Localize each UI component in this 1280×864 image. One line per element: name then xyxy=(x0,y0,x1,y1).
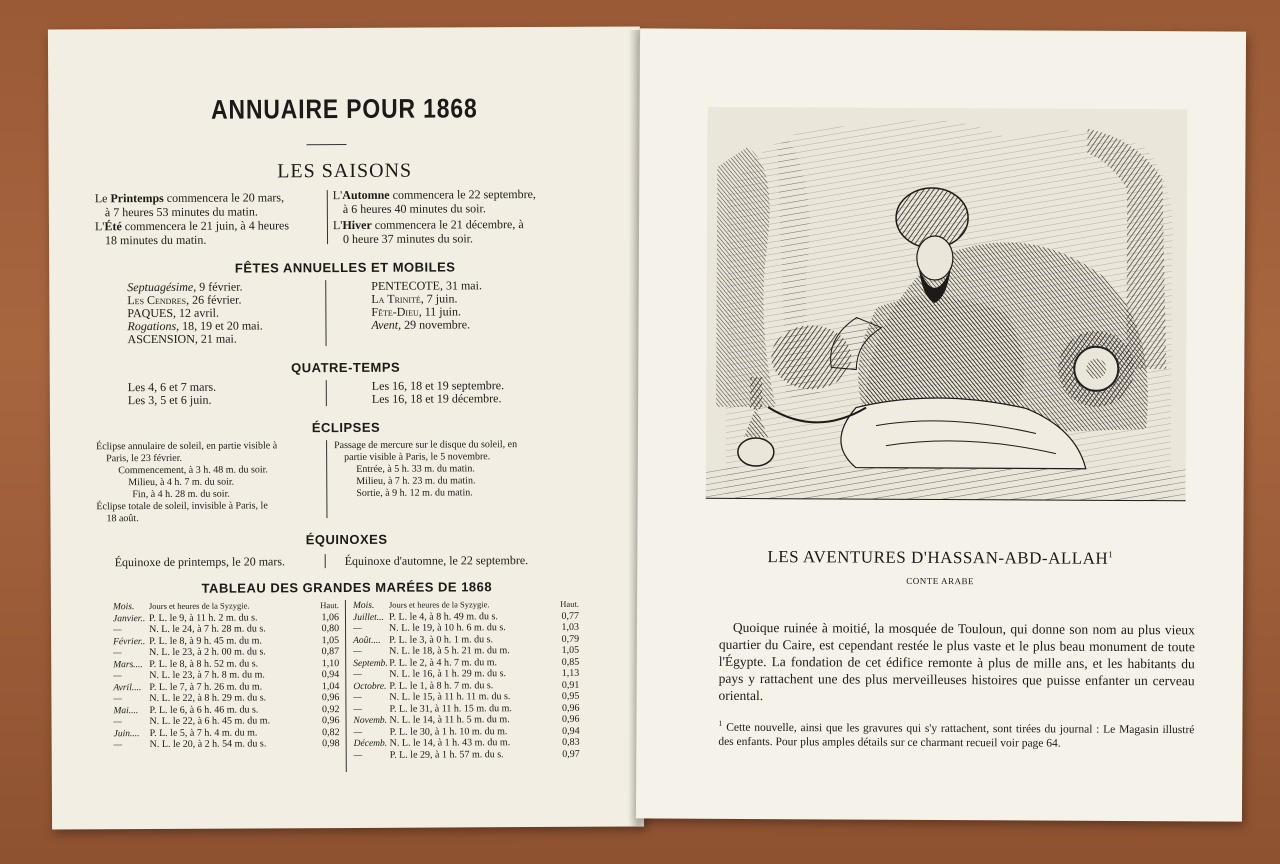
maree-hauteur: 0,96 xyxy=(561,713,580,725)
maree-mois: — xyxy=(353,623,362,634)
maree-mois: — xyxy=(113,671,122,682)
maree-syzygie: P. L. le 4, à 8 h. 49 m. du s. xyxy=(388,610,498,623)
maree-mois: Février.. xyxy=(113,636,146,647)
story-subtitle: CONTE ARABE xyxy=(906,575,975,587)
maree-syzygie: N. L. le 14, à 1 h. 43 m. du m. xyxy=(389,737,511,749)
maree-mois: — xyxy=(353,704,362,715)
marees-table-right xyxy=(353,599,580,761)
maree-syzygie: N. L. le 19, à 10 h. 6 m. du s. xyxy=(389,622,506,634)
maree-syzygie: P. L. le 29, à 1 h. 57 m. du s. xyxy=(389,748,504,761)
maree-hauteur: 1,05 xyxy=(561,644,580,656)
maree-hauteur: 0,77 xyxy=(561,610,580,622)
maree-mois: Décemb. xyxy=(353,738,388,749)
maree-syzygie: N. L. le 22, à 6 h. 45 m. du m. xyxy=(149,715,271,728)
maree-hauteur: 0,96 xyxy=(561,702,580,714)
saison-ete: L'Été commencera le 21 juin, à 4 heures 18 minutes du matin. xyxy=(94,218,290,248)
maree-mois: — xyxy=(113,625,122,636)
maree-hauteur: 0,82 xyxy=(322,726,340,738)
saisons-heading: LES SAISONS xyxy=(277,159,413,183)
right-page xyxy=(636,28,1246,821)
maree-syzygie: P. L. le 2, à 4 h. 7 m. du m. xyxy=(389,656,498,669)
maree-syzygie: N. L. le 24, à 7 h. 28 m. du s. xyxy=(149,623,266,636)
quatre-temps-right: Les 16, 18 et 19 septembre. Les 16, 18 et 19 décembre. xyxy=(371,378,505,406)
eclipses-right: Passage de mercure sur le disque du soleil, en partie visible à Paris, le 5 novembre. Entrée, à 5 h. 33 m. du matin. Milieu, à 7 h. 23 m. du matin. Sortie, à 9 h. 12 m. du matin. xyxy=(334,439,518,499)
maree-syzygie: N. L. le 20, à 2 h. 54 m. du s. xyxy=(149,738,267,751)
story-footnote: $^1$ Cette nouvelle, ainsi que les gravures qui s'y rattachent, sont tirées du journal : Le Magasin illustré des enfants. Pour plus amples détails sur ce charmant recueil voir page 64. xyxy=(718,718,1195,750)
maree-hauteur: 0,94 xyxy=(321,669,340,681)
maree-hauteur: 1,13 xyxy=(561,667,580,679)
marees-header-right: Mois. Jours et heures de la Syzygie. Haut. xyxy=(352,598,579,611)
maree-mois: Août.... xyxy=(353,635,381,646)
maree-hauteur: 0,96 xyxy=(322,715,340,727)
maree-mois: — xyxy=(353,727,363,738)
maree-mois: Juin.... xyxy=(113,728,140,739)
maree-syzygie: P. L. le 3, à 0 h. 1 m. du s. xyxy=(389,633,494,646)
maree-syzygie: P. L. le 7, à 7 h. 26 m. du m. xyxy=(149,680,263,693)
fetes-list-right: PENTECOTE, 31 mai. La Trinité, 7 juin. Fête-Dieu, 11 juin. Avent, 29 novembre. xyxy=(371,278,482,332)
maree-syzygie: N. L. le 15, à 11 h. 11 m. du s. xyxy=(389,691,511,703)
maree-hauteur: 0,95 xyxy=(561,690,580,702)
maree-mois: — xyxy=(353,750,363,761)
equinoxe-automne: Équinoxe d'automne, le 22 septembre. xyxy=(344,553,529,569)
maree-mois: — xyxy=(113,717,123,728)
maree-hauteur: 1,05 xyxy=(321,634,340,646)
marees-header-left: Mois. Jours et heures de la Syzygie. Haut. xyxy=(112,600,339,613)
maree-syzygie: N. L. le 22, à 8 h. 29 m. du s. xyxy=(149,692,267,705)
fetes-heading: FÊTES ANNUELLES ET MOBILES xyxy=(234,259,456,276)
maree-mois: Octobre. xyxy=(353,681,387,692)
quatre-temps-divider xyxy=(326,380,327,406)
maree-mois: Novemb. xyxy=(353,715,388,726)
engraving-illustration xyxy=(706,107,1188,502)
engraving-seated-figure-icon xyxy=(706,107,1188,502)
maree-hauteur: 1,06 xyxy=(321,611,340,623)
quatre-temps-heading: QUATRE-TEMPS xyxy=(291,359,401,376)
maree-hauteur: 0,97 xyxy=(562,748,580,760)
maree-hauteur: 0,91 xyxy=(561,679,580,691)
maree-hauteur: 0,80 xyxy=(321,623,340,635)
maree-mois: — xyxy=(113,694,122,705)
maree-row xyxy=(354,748,580,761)
maree-hauteur: 1,04 xyxy=(321,680,340,692)
eclipses-divider xyxy=(326,440,327,518)
equinoxes-heading: ÉQUINOXES xyxy=(305,531,388,548)
maree-mois: Septemb. xyxy=(353,658,388,669)
eclipses-heading: ÉCLIPSES xyxy=(311,419,381,436)
equinoxes-divider xyxy=(325,554,326,568)
maree-hauteur: 0,94 xyxy=(562,725,580,737)
maree-syzygie: N. L. le 16, à 1 h. 29 m. du s. xyxy=(389,668,506,680)
maree-hauteur: 0,83 xyxy=(562,736,580,748)
marees-heading: TABLEAU DES GRANDES MARÉES DE 1868 xyxy=(201,579,493,596)
maree-syzygie: N. L. le 14, à 11 h. 5 m. du m. xyxy=(389,714,510,726)
title-rule xyxy=(307,144,347,145)
maree-syzygie: P. L. le 9, à 11 h. 2 m. du s. xyxy=(148,611,258,624)
maree-syzygie: P. L. le 6, à 6 h. 46 m. du s. xyxy=(149,703,259,716)
maree-mois: Mars.... xyxy=(113,659,143,670)
story-title: LES AVENTURES D'HASSAN-ABD-ALLAH$^1$ xyxy=(767,547,1114,568)
saison-printemps: Le Printemps commencera le 20 mars, à 7 heures 53 minutes du matin. xyxy=(94,190,285,220)
maree-syzygie: N. L. le 23, à 7 h. 8 m. du m. xyxy=(149,669,265,682)
maree-mois: Janvier.. xyxy=(112,613,146,624)
maree-mois: Juillet... xyxy=(352,612,384,623)
maree-mois: — xyxy=(353,646,362,657)
saison-automne: L'Automne commencera le 22 septembre, à 6 heures 40 minutes du soir. xyxy=(332,187,536,217)
fetes-list-left: Septuagésime, 9 février. Les Cendres, 26 février. PAQUES, 12 avril. Rogations, 18, 19 et 20 mai. ASCENSION, 21 mai. xyxy=(127,279,263,347)
maree-hauteur: 0,98 xyxy=(322,738,340,750)
maree-hauteur: 1,03 xyxy=(561,621,580,633)
maree-syzygie: P. L. le 8, à 9 h. 45 m. du m. xyxy=(149,634,262,647)
maree-mois: — xyxy=(113,648,122,659)
maree-hauteur: 1,10 xyxy=(321,657,340,669)
maree-mois: Avril.... xyxy=(113,682,142,693)
maree-hauteur: 0,79 xyxy=(561,633,580,645)
maree-syzygie: N. L. le 23, à 2 h. 00 m. du s. xyxy=(149,646,266,659)
eclipses-left: Éclipse annulaire de soleil, en partie visible à Paris, le 23 février. Commencement, à 3 h. 48 m. du soir. Milieu, à 4 h. 7 m. du soir. Fin, à 4 h. 28 m. du soir. Éclipse totale de soleil, invisible à Paris, le 18 août. xyxy=(96,440,278,525)
maree-hauteur: 0,96 xyxy=(321,692,340,704)
maree-mois: — xyxy=(353,669,362,680)
maree-syzygie: P. L. le 5, à 7 h. 4 m. du m. xyxy=(149,726,258,739)
maree-mois: — xyxy=(353,692,362,703)
maree-mois: Mai.... xyxy=(113,705,139,716)
maree-mois: — xyxy=(113,740,123,751)
marees-divider xyxy=(345,600,347,772)
story-body: Quoique ruinée à moitié, la mosquée de Touloun, qui donne son nom au plus vieux quartier du Caire, est cependant restée le plus vaste et le plus beau monument de toute l'Égypte. La fondation de cet édifice remonte à plus de mille ans, et les habitants du pays y rattachent une des plus merveilleuses histoires que puisse enfanter un cerveau oriental. xyxy=(718,619,1195,704)
page-title: ANNUAIRE POUR 1868 xyxy=(210,93,478,125)
left-page xyxy=(48,26,644,829)
maree-hauteur: 0,87 xyxy=(321,646,340,658)
equinoxe-printemps: Équinoxe de printemps, le 20 mars. xyxy=(114,554,286,570)
maree-syzygie: P. L. le 1, à 8 h. 7 m. du s. xyxy=(389,679,494,692)
maree-syzygie: N. L. le 18, à 5 h. 21 m. du m. xyxy=(389,645,510,657)
quatre-temps-left: Les 4, 6 et 7 mars. Les 3, 5 et 6 juin. xyxy=(127,379,217,408)
maree-hauteur: 0,92 xyxy=(321,703,340,715)
marees-table xyxy=(113,599,584,771)
maree-hauteur: 0,85 xyxy=(561,656,580,668)
saison-hiver: L'Hiver commencera le 21 décembre, à 0 heure 37 minutes du soir. xyxy=(332,217,524,247)
maree-syzygie: P. L. le 31, à 11 h. 15 m. du m. xyxy=(389,702,512,715)
maree-syzygie: P. L. le 8, à 8 h. 52 m. du s. xyxy=(149,657,259,670)
marees-table-left xyxy=(113,600,340,751)
maree-row xyxy=(114,738,340,751)
maree-syzygie: P. L. le 30, à 1 h. 10 m. du m. xyxy=(389,725,508,738)
